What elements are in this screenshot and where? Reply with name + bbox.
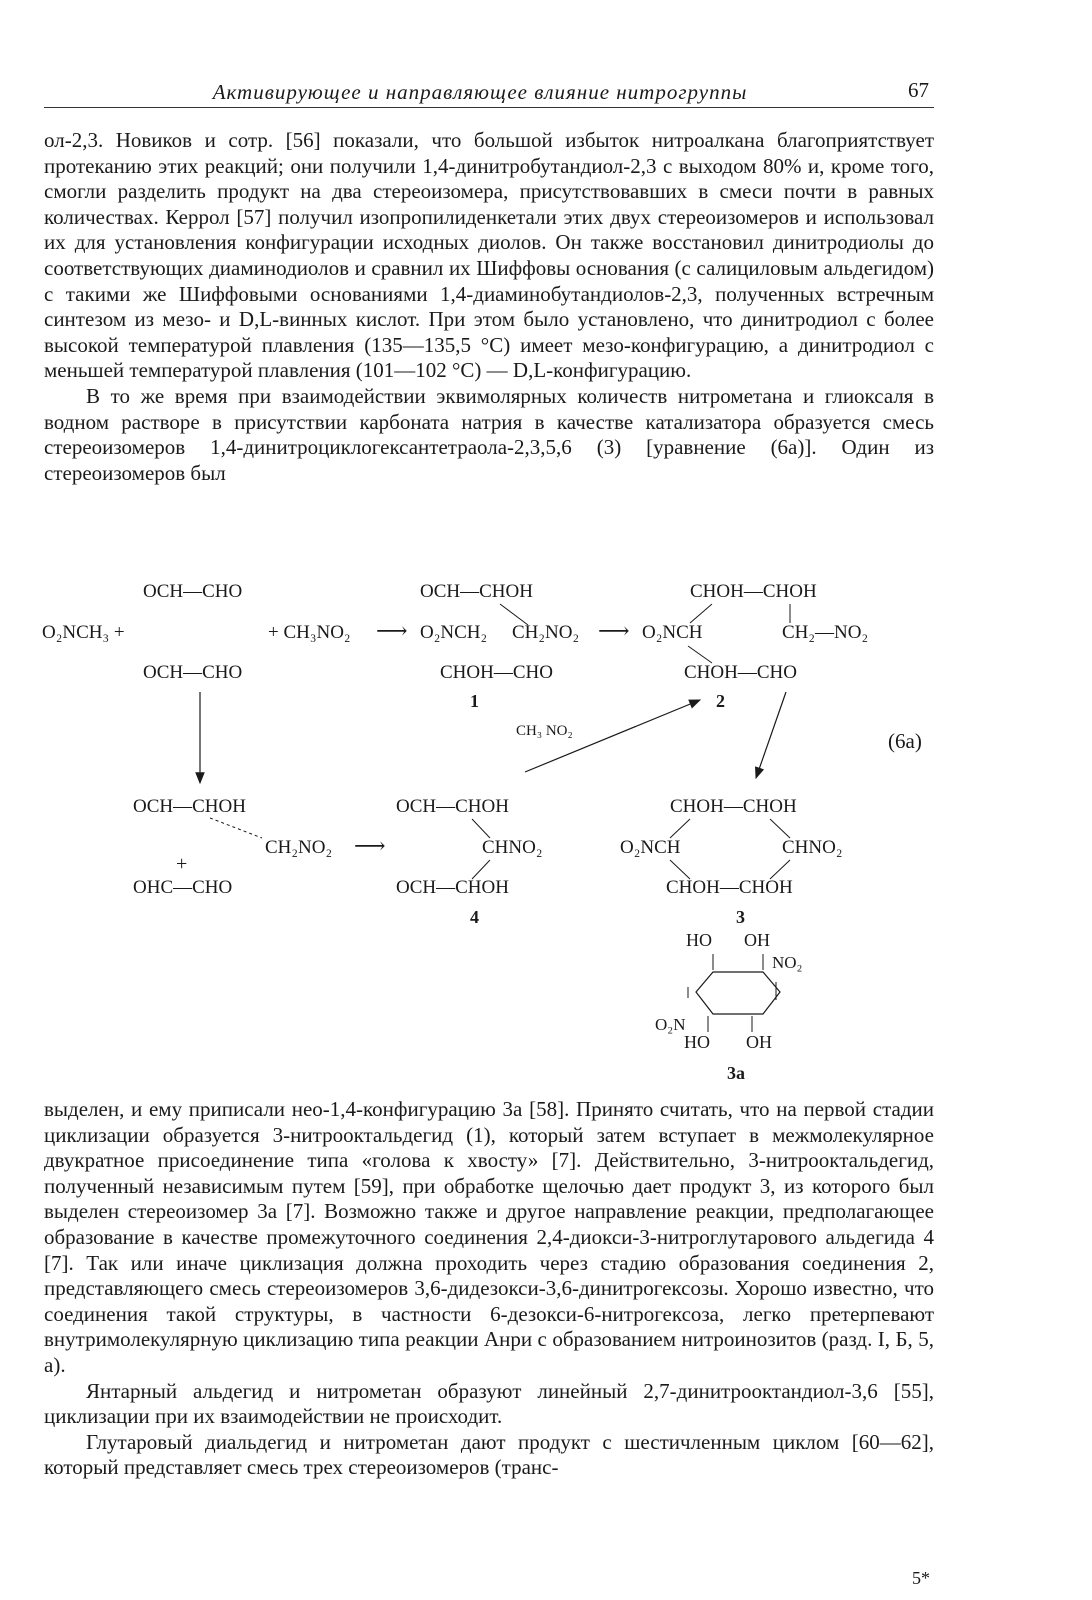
compound-1-top: OCH—CHOH (420, 581, 533, 602)
compound-2-mid-left: O₂NCH (642, 622, 703, 643)
glyoxal-top-formula: OCH—CHO (143, 581, 243, 602)
paragraph: Глутаровый диальдегид и нитрометан дают продукт с шестичленным циклом [60—62], который представляет смесь трех стереоизомеров (транс- (44, 1429, 934, 1480)
plus-nitromethane: + CH₃NO₂ (268, 622, 351, 643)
body-text-top (44, 128, 934, 486)
paragraph: В то же время при взаимодействии эквимолярных количеств нитрометана и глиоксаля в водном растворе в присутствии карбоната натрия в качестве катализатора образуется смесь стереоизомеров 1,4-динитроциклогексантетраола-2,3,5,6 (3) [уравнение (6а)]. Один из стереоизомеров был (44, 383, 934, 485)
compound-3a-ho-bottom: HO (684, 1032, 710, 1052)
compound-3-mid-right: CHNO₂ (782, 837, 843, 858)
compound-5-bottom: OHC—CHO (133, 877, 233, 898)
reagent-nitromethane: CH₃ NO₂ (516, 723, 573, 739)
paragraph: ол-2,3. Новиков и сотр. [56] показали, что большой избыток нитроалкана благоприятствует протеканию этих реакций; они получили 1,4-динитробутандиол-2,3 с выходом 80% и, кроме того, смогли разделить продукт на два стереоизомера, присутствовавших в смеси почти в равных количествах. Керрол [57] получил изопропилиденкетали этих двух стереоизомеров и использовал их для установления конфигурации исходных диолов. Он также восстановил динитродиолы до соответствующих диаминодиолов и сравнил их Шиффовы основания (с салициловым альдегидом) с такими же Шиффовыми основаниями 1,4-диаминобутандиолов-2,3, полученных встречным синтезом из мезо- и D,L-винных кислот. При этом было установлено, что динитродиол с более высокой температурой плавления (135—135,5 °C) имеет мезо-конфигурацию, а динитродиол с меньшей температурой плавления (101—102 °C) — D,L-конфигурацию. (44, 128, 934, 383)
reaction-arrow: ⟶ (598, 618, 630, 643)
compound-3a-no2: NO₂ (772, 953, 803, 972)
compound-4-number: 4 (470, 907, 479, 927)
bond-line (472, 819, 490, 838)
reaction-arrow: ⟶ (376, 618, 408, 643)
glyoxal-bottom-formula: OCH—CHO (143, 662, 243, 683)
compound-5-plus: + (176, 853, 188, 875)
compound-3a-oh-bottom: OH (746, 1032, 772, 1052)
reaction-scheme-6a (0, 570, 1092, 1090)
compound-3-mid-left: O₂NCH (620, 837, 681, 858)
compound-3a-number: 3а (727, 1063, 745, 1083)
compound-1-mid-right: CH₂NO₂ (512, 622, 580, 643)
compound-3a-ho-top: HO (686, 930, 712, 950)
compound-4-top: OCH—CHOH (396, 796, 509, 817)
paragraph: Янтарный альдегид и нитрометан образуют линейный 2,7-динитрооктандиол-3,6 [55], циклизации при их взаимодействии не происходит. (44, 1378, 934, 1429)
compound-4-mid: CHNO₂ (482, 837, 543, 858)
compound-3a-o2n: O₂N (655, 1015, 686, 1034)
compound-5-mid: CH₂NO₂ (265, 837, 333, 858)
bond-line (688, 646, 712, 663)
compound-2-top: CHOH—CHOH (690, 581, 817, 602)
compound-2-number: 2 (716, 691, 725, 711)
paragraph: выделен, и ему приписали нео-1,4-конфигурацию 3а [58]. Принято считать, что на первой стадии циклизации образуется 3-нитрооктальдегид (1), который затем вступает в межмолекулярное двукратное присоединение типа «голова к хвосту» [7]. Действительно, 3-нитрооктальдегид, полученный независимым путем [59], при обработке щелочью дает продукт 3, из которого был выделен стереоизомер 3а [7]. Возможно также и другое направление реакции, предполагающее образование в качестве промежуточного соединения 2,4-диокси-3-нитроглутарового альдегида 4 [7]. Так или иначе циклизация должна проходить через стадию образования соединения 2, представляющего смесь стереоизомеров 3,6-дидезокси-3,6-динитрогексозы. Хорошо известно, что соединения такой структуры, в частности 6-дезокси-6-нитрогексоза, легко претерпевают внутримолекулярную циклизацию типа реакции Анри с образованием нитроинозитов (разд. I, Б, 5, а). (44, 1097, 934, 1377)
bond-line (210, 818, 262, 838)
compound-4-bottom: OCH—CHOH (396, 877, 509, 898)
compound-3a-oh-top: OH (744, 930, 770, 950)
down-arrow (756, 692, 786, 778)
compound-1-number: 1 (470, 691, 479, 711)
nitromethane-reactant: O₂NCH₃ + (42, 622, 125, 643)
compound-3-top: CHOH—CHOH (670, 796, 797, 817)
compound-2-bottom: CHOH—CHO (684, 662, 797, 683)
bond-line (690, 604, 712, 623)
running-header-title: Активирующее и направляющее влияние нитрогруппы (212, 80, 748, 104)
compound-1-mid-left: O₂NCH₂ (420, 622, 488, 643)
compound-3-number: 3 (736, 907, 745, 927)
cyclohexane-ring (696, 972, 780, 1014)
page-number: 67 (908, 78, 929, 102)
bond-line (770, 819, 790, 838)
reaction-arrow: ⟶ (354, 833, 386, 858)
header-rule (44, 107, 934, 108)
bond-line (670, 819, 690, 838)
body-text-bottom (44, 1097, 934, 1481)
signature-mark: 5* (912, 1568, 930, 1588)
equation-label: (6а) (888, 729, 922, 753)
compound-1-bottom: CHOH—CHO (440, 662, 553, 683)
compound-3-bottom: CHOH—CHOH (666, 877, 793, 898)
compound-2-mid-right: CH₂—NO₂ (782, 622, 869, 643)
compound-5-top: OCH—CHOH (133, 796, 246, 817)
